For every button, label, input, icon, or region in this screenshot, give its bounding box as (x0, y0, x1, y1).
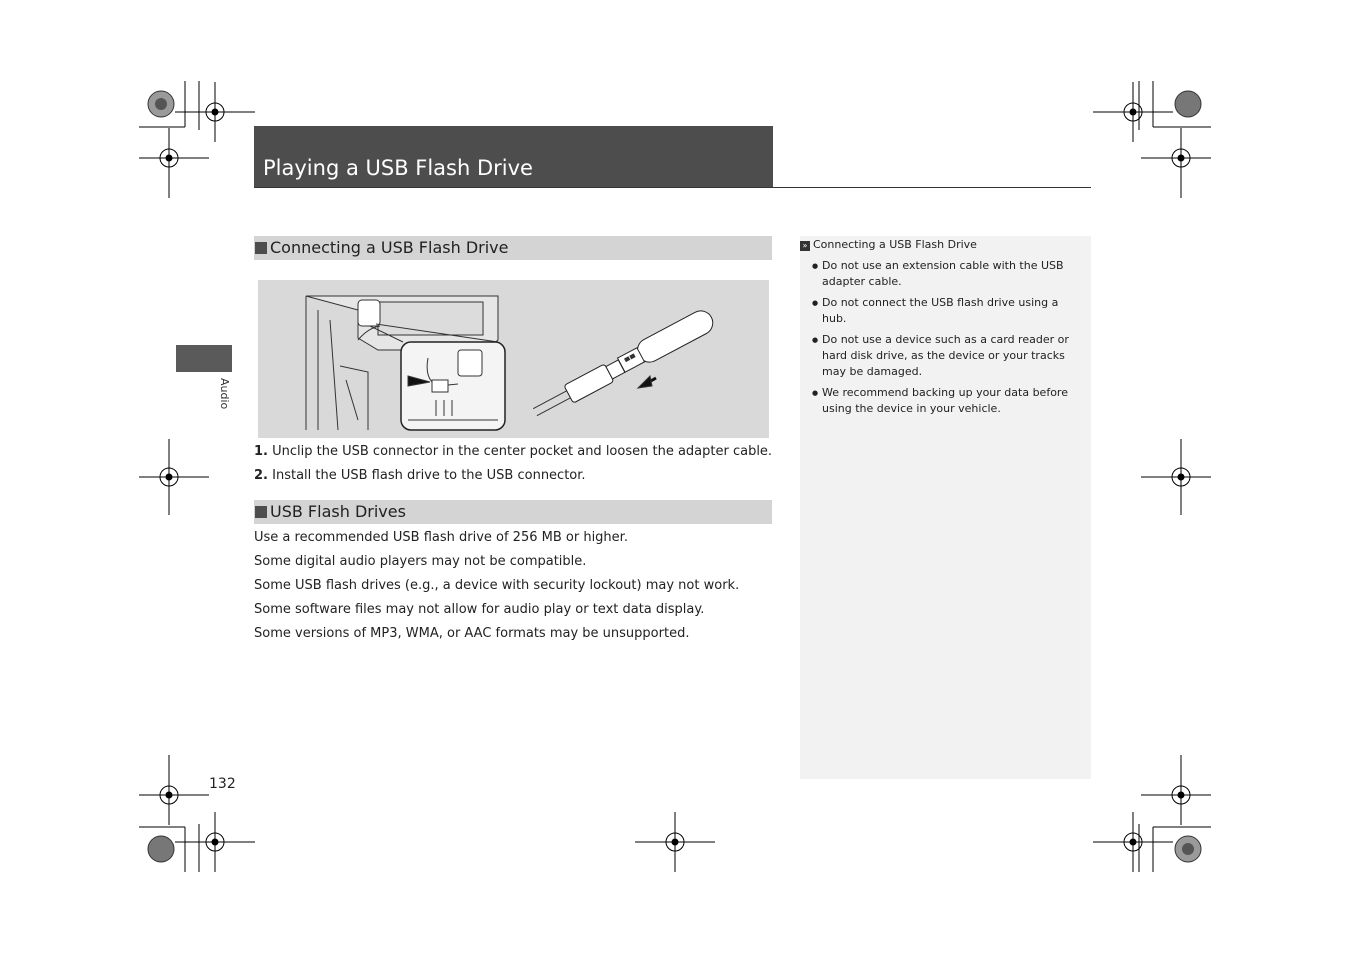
note-item: ● Do not connect the USB flash drive using a hub. (812, 295, 1080, 327)
step-2: 2. Install the USB flash drive to the USB connector. (254, 468, 586, 483)
note-item: ● Do not use a device such as a card reader or hard disk drive, as the device or your tracks may be damaged. (812, 332, 1080, 380)
side-tab (176, 345, 232, 372)
notes-title: » Connecting a USB Flash Drive (800, 237, 977, 253)
page-number: 132 (209, 776, 236, 792)
body-line: Some USB flash drives (e.g., a device with security lockout) may not work. (254, 578, 740, 593)
body-line: Use a recommended USB flash drive of 256 MB or higher. (254, 530, 628, 545)
body-line: Some software files may not allow for audio play or text data display. (254, 602, 705, 617)
double-chevron-icon: » (800, 241, 810, 251)
section-heading-usb-flash-drives: USB Flash Drives (254, 500, 772, 524)
square-bullet-icon (255, 506, 267, 518)
usb-connection-illustration (258, 280, 769, 438)
body-line: Some versions of MP3, WMA, or AAC formats may be unsupported. (254, 626, 690, 641)
title-rule (254, 187, 1091, 188)
section-heading-connecting: Connecting a USB Flash Drive (254, 236, 772, 260)
note-item: ● We recommend backing up your data before using the device in your vehicle. (812, 385, 1080, 417)
note-item: ● Do not use an extension cable with the USB adapter cable. (812, 258, 1080, 290)
side-tab-label: Audio (218, 378, 231, 410)
body-line: Some digital audio players may not be compatible. (254, 554, 587, 569)
square-bullet-icon (255, 242, 267, 254)
step-1: 1. Unclip the USB connector in the center pocket and loosen the adapter cable. (254, 444, 773, 459)
illustration-svg (258, 280, 769, 438)
page-title: Playing a USB Flash Drive (263, 156, 533, 180)
notes-list (812, 258, 1080, 422)
